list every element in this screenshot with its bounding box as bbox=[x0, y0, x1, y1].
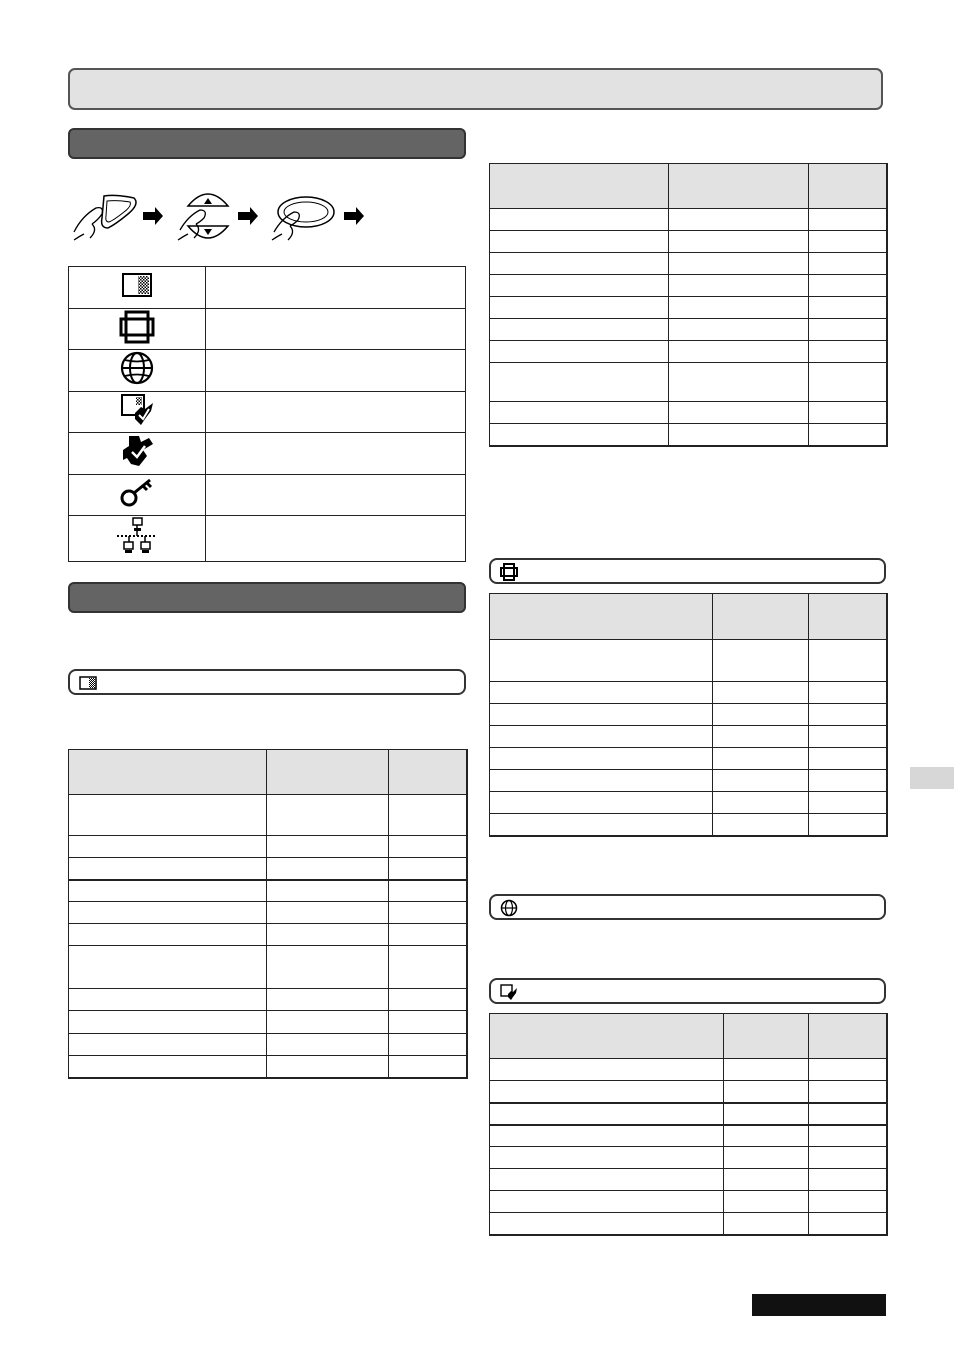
security-key-icon bbox=[119, 477, 155, 509]
position-icon bbox=[119, 310, 155, 344]
language-globe-icon bbox=[500, 899, 518, 917]
table-row bbox=[69, 989, 467, 1011]
position-settings-table bbox=[489, 593, 888, 837]
table-row bbox=[490, 424, 887, 446]
table-row bbox=[490, 231, 887, 253]
column-header bbox=[809, 1014, 887, 1059]
language-globe-icon bbox=[119, 351, 155, 385]
table-row bbox=[69, 516, 466, 562]
table-row bbox=[490, 682, 887, 704]
column-header bbox=[389, 750, 467, 795]
table-row bbox=[490, 402, 887, 424]
table-row bbox=[490, 209, 887, 231]
arrow-right-icon bbox=[238, 207, 258, 225]
up-down-button-press-icon bbox=[178, 194, 228, 240]
menu-icon-description bbox=[206, 267, 466, 309]
column-header bbox=[809, 594, 887, 640]
table-row bbox=[69, 946, 467, 989]
page-number-badge bbox=[752, 1294, 886, 1316]
display-option-icon bbox=[119, 393, 155, 427]
table-row bbox=[69, 795, 467, 836]
table-row bbox=[490, 275, 887, 297]
column-header bbox=[267, 750, 389, 795]
table-row bbox=[490, 770, 887, 792]
table-row bbox=[490, 253, 887, 275]
column-header bbox=[809, 164, 887, 209]
table-row bbox=[69, 267, 466, 309]
table-row bbox=[69, 902, 467, 924]
menu-icon-description bbox=[206, 309, 466, 350]
table-row bbox=[69, 1056, 467, 1078]
column-header bbox=[490, 1014, 724, 1059]
table-header-row bbox=[490, 1014, 887, 1059]
table-row bbox=[69, 392, 466, 433]
display-option-icon bbox=[500, 983, 518, 1001]
table-row bbox=[490, 748, 887, 770]
table-row bbox=[69, 1034, 467, 1056]
menu-button-press-icon bbox=[74, 195, 136, 240]
table-row bbox=[69, 924, 467, 946]
display-option-settings-table bbox=[489, 1013, 888, 1236]
arrow-right-icon bbox=[344, 207, 364, 225]
table-row bbox=[490, 1213, 887, 1235]
menu-icon-description bbox=[206, 516, 466, 562]
enter-button-press-icon bbox=[272, 197, 334, 240]
column-header bbox=[724, 1014, 809, 1059]
table-row bbox=[490, 1147, 887, 1169]
table-row bbox=[490, 640, 887, 682]
table-row bbox=[490, 319, 887, 341]
table-row bbox=[69, 433, 466, 475]
submenu-picture bbox=[68, 669, 466, 695]
submenu-language bbox=[489, 894, 886, 920]
table-row bbox=[69, 880, 467, 902]
side-tab bbox=[910, 767, 954, 789]
operation-steps bbox=[68, 190, 388, 248]
column-header bbox=[69, 750, 267, 795]
table-row bbox=[490, 1081, 887, 1103]
table-row bbox=[69, 858, 467, 880]
table-row bbox=[490, 792, 887, 814]
menu-icon-description bbox=[206, 350, 466, 392]
table-row bbox=[490, 1103, 887, 1125]
network-icon bbox=[115, 516, 159, 556]
table-row bbox=[490, 297, 887, 319]
projector-setup-icon bbox=[119, 434, 155, 468]
column-header bbox=[490, 164, 669, 209]
menu-icon-table bbox=[68, 266, 466, 562]
menu-icon-description bbox=[206, 475, 466, 516]
top-right-settings-table bbox=[489, 163, 888, 447]
section-heading-1 bbox=[68, 128, 466, 159]
column-header bbox=[490, 594, 713, 640]
picture-adjust-icon bbox=[79, 674, 97, 692]
menu-icon-description bbox=[206, 392, 466, 433]
arrow-right-icon bbox=[143, 207, 163, 225]
table-row bbox=[490, 1059, 887, 1081]
page-title-bar bbox=[68, 68, 883, 110]
table-header-row bbox=[490, 594, 887, 640]
table-row bbox=[490, 726, 887, 748]
table-row bbox=[69, 475, 466, 516]
table-row bbox=[69, 1011, 467, 1034]
table-header-row bbox=[490, 164, 887, 209]
table-row bbox=[69, 309, 466, 350]
table-row bbox=[490, 1169, 887, 1191]
menu-icon-description bbox=[206, 433, 466, 475]
submenu-display-option bbox=[489, 978, 886, 1004]
table-row bbox=[490, 363, 887, 402]
table-row bbox=[490, 814, 887, 836]
table-row bbox=[69, 836, 467, 858]
picture-adjust-icon bbox=[122, 273, 152, 297]
table-row bbox=[69, 350, 466, 392]
table-row bbox=[490, 1191, 887, 1213]
position-icon bbox=[500, 563, 518, 581]
column-header bbox=[669, 164, 809, 209]
table-header-row bbox=[69, 750, 467, 795]
table-row bbox=[490, 341, 887, 363]
submenu-position bbox=[489, 558, 886, 584]
section-heading-2 bbox=[68, 582, 466, 613]
table-row bbox=[490, 704, 887, 726]
picture-settings-table bbox=[68, 749, 468, 1079]
table-row bbox=[490, 1125, 887, 1147]
column-header bbox=[713, 594, 809, 640]
